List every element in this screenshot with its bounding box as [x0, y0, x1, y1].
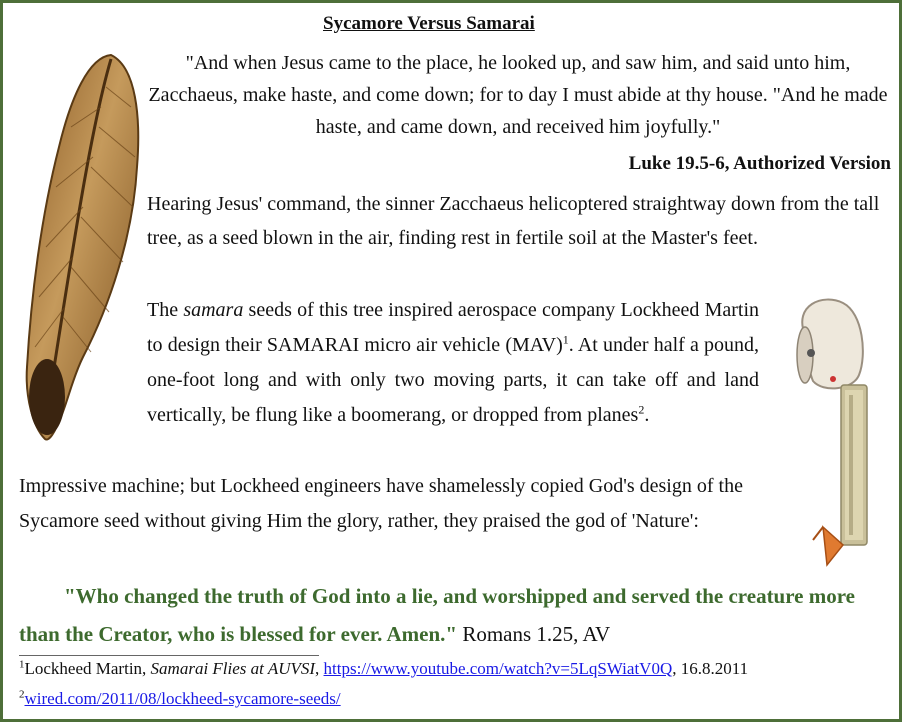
footnote-ref-2[interactable]: 2	[638, 402, 645, 417]
samara-term: samara	[183, 299, 244, 321]
footnote-ref-1[interactable]: 1	[562, 332, 569, 347]
footnote-divider	[19, 655, 319, 656]
para-text: seeds of this tree inspired aerospace company Lockheed Martin to design their SAMARAI micro air vehicle (MAV)	[147, 299, 759, 356]
paragraph-impressive-machine: Impressive machine; but Lockheed engineers have shamelessly copied God's design of the Sycamore seed without giving Him the glory, rather, they praised the god of 'Nature':	[19, 475, 743, 532]
page-title: Sycamore Versus Samarai	[323, 13, 535, 34]
para-text: . At under half a pound, one-foot long and with only two moving parts, it can take off and land vertically, be flung like a boomerang, or dropped from planes	[147, 334, 760, 426]
verse-reference: Romans 1.25, AV	[457, 622, 611, 646]
paragraph-samarai	[147, 293, 759, 433]
footnote-2	[19, 689, 341, 709]
verse-text: "Who changed the truth of God into a lie, and worshipped and served the creature more than the Creator, who is blessed for ever. Amen."	[19, 584, 856, 646]
paragraph-zacchaeus: Hearing Jesus' command, the sinner Zacchaeus helicoptered straightway down from the tall tree, as a seed blown in the air, finding rest in fertile soil at the Master's feet.	[147, 193, 880, 249]
para-lead: The	[147, 299, 184, 321]
wired-link[interactable]: wired.com/2011/08/lockheed-sycamore-seeds/	[24, 689, 341, 708]
youtube-link[interactable]: https://www.youtube.com/watch?v=5LqSWiatV0Q	[323, 659, 673, 678]
romans-verse	[19, 577, 899, 653]
footnote-number: 2	[19, 688, 25, 701]
footnote-text: ,	[315, 659, 324, 678]
para-text: .	[644, 404, 650, 426]
samarai-mav-image	[783, 295, 893, 573]
footnote-number: 1	[19, 658, 25, 671]
footnote-video-title: Samarai Flies at AUVSI	[150, 659, 316, 678]
sycamore-seed-image	[11, 47, 143, 445]
bible-quote: "And when Jesus came to the place, he looked up, and saw him, and said unto him, Zacchaeus, make haste, and come down; for to day I must abide at thy house. "And he made haste, and came down, and received him joyfully."	[148, 52, 888, 138]
footnote-1	[19, 659, 748, 679]
footnote-text: Lockheed Martin,	[24, 659, 151, 678]
quote-citation: Luke 19.5-6, Authorized Version	[628, 153, 891, 174]
footnote-date: , 16.8.2011	[672, 659, 749, 678]
